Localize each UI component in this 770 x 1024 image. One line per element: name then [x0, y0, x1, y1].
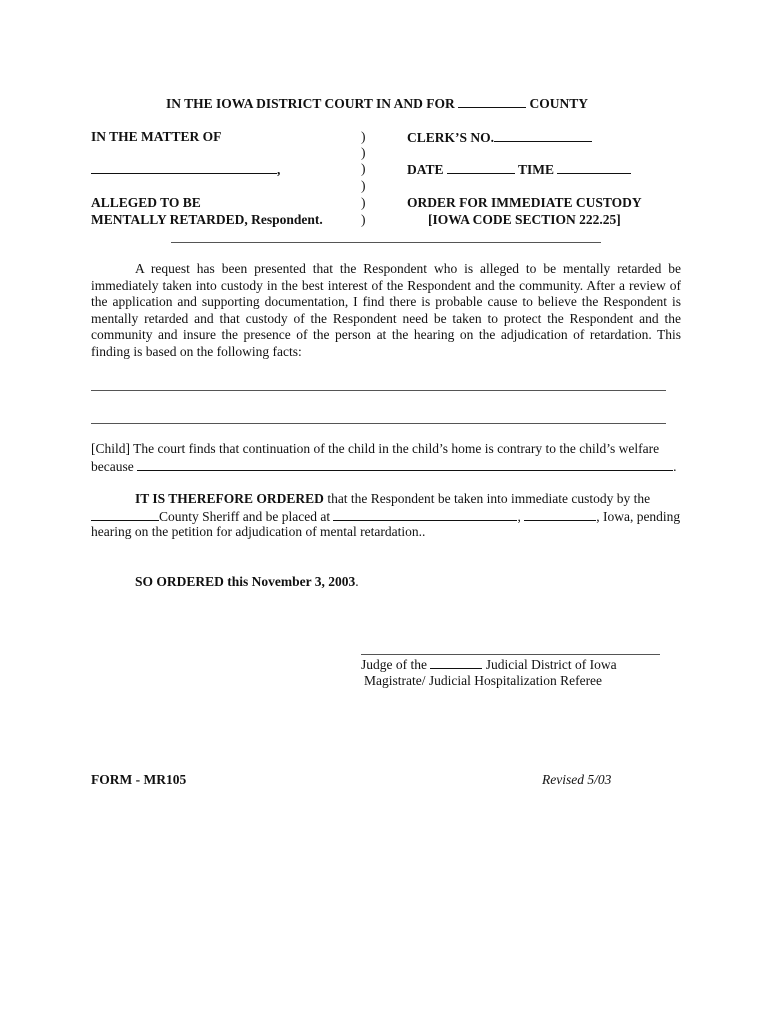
caption-paren: ): [361, 212, 366, 227]
caption-divider: [171, 242, 601, 243]
county-blank[interactable]: [458, 95, 526, 108]
clerks-no-blank[interactable]: [494, 129, 592, 142]
facts-line-2[interactable]: [91, 423, 666, 424]
sheriff-county-blank[interactable]: [91, 508, 159, 521]
caption-paren: ): [361, 145, 366, 160]
child-finding: [Child] The court finds that continuation of the child in the child’s home is contrary to the child’s welfare: [91, 441, 660, 456]
facts-line-1[interactable]: [91, 390, 666, 391]
time-blank[interactable]: [557, 161, 631, 174]
code-section: [IOWA CODE SECTION 222.25]: [428, 212, 621, 227]
magistrate-line: Magistrate/ Judicial Hospitalization Referee: [364, 673, 603, 688]
ordered-line: IT IS THEREFORE ORDERED that the Respondent be taken into immediate custody by the: [135, 491, 651, 506]
caption-paren: ): [361, 178, 366, 193]
respondent-name-blank[interactable]: [91, 161, 277, 174]
form-id: FORM - MR105: [91, 772, 187, 787]
caption-paren: ): [361, 195, 366, 210]
hearing-line: hearing on the petition for adjudication of mental retardation..: [91, 524, 426, 539]
date-blank[interactable]: [447, 161, 515, 174]
clerks-no: CLERK’S NO.: [407, 129, 592, 146]
caption-paren: ): [361, 161, 366, 176]
judge-line: Judge of the Judicial District of Iowa: [361, 657, 617, 672]
placement-line: County Sheriff and be placed at , , Iowa, pending: [91, 508, 680, 525]
signature-line[interactable]: [361, 654, 660, 655]
respondent-name-line: ,: [91, 161, 280, 178]
alleged-line1: ALLEGED TO BE: [91, 195, 201, 210]
city-blank[interactable]: [524, 508, 596, 521]
so-ordered: SO ORDERED this November 3, 2003.: [135, 574, 359, 589]
because-line: because .: [91, 459, 677, 474]
because-blank[interactable]: [137, 458, 673, 471]
alleged-line2: MENTALLY RETARDED, Respondent.: [91, 212, 323, 227]
placement-blank[interactable]: [333, 508, 517, 521]
revised-date: Revised 5/03: [542, 772, 612, 787]
order-title: ORDER FOR IMMEDIATE CUSTODY: [407, 195, 642, 210]
court-heading: IN THE IOWA DISTRICT COURT IN AND FOR COUNTY: [166, 96, 588, 111]
matter-of-label: IN THE MATTER OF: [91, 129, 222, 144]
date-time: DATE TIME: [407, 161, 631, 178]
caption-paren: ): [361, 129, 366, 144]
district-blank[interactable]: [430, 656, 482, 669]
request-paragraph: A request has been presented that the Respondent who is alleged to be mentally retarded be immediately taken into custody in the best interest of the Respondent and the community. After a review of the application and supporting documentation, I find there is probable cause to believe the Respondent is mentally retarded and that custody of the Respondent need be taken to protect the Respondent and the community and insure the presence of the person at the hearing on the adjudication of retardation. This finding is based on the following facts:: [91, 261, 681, 359]
